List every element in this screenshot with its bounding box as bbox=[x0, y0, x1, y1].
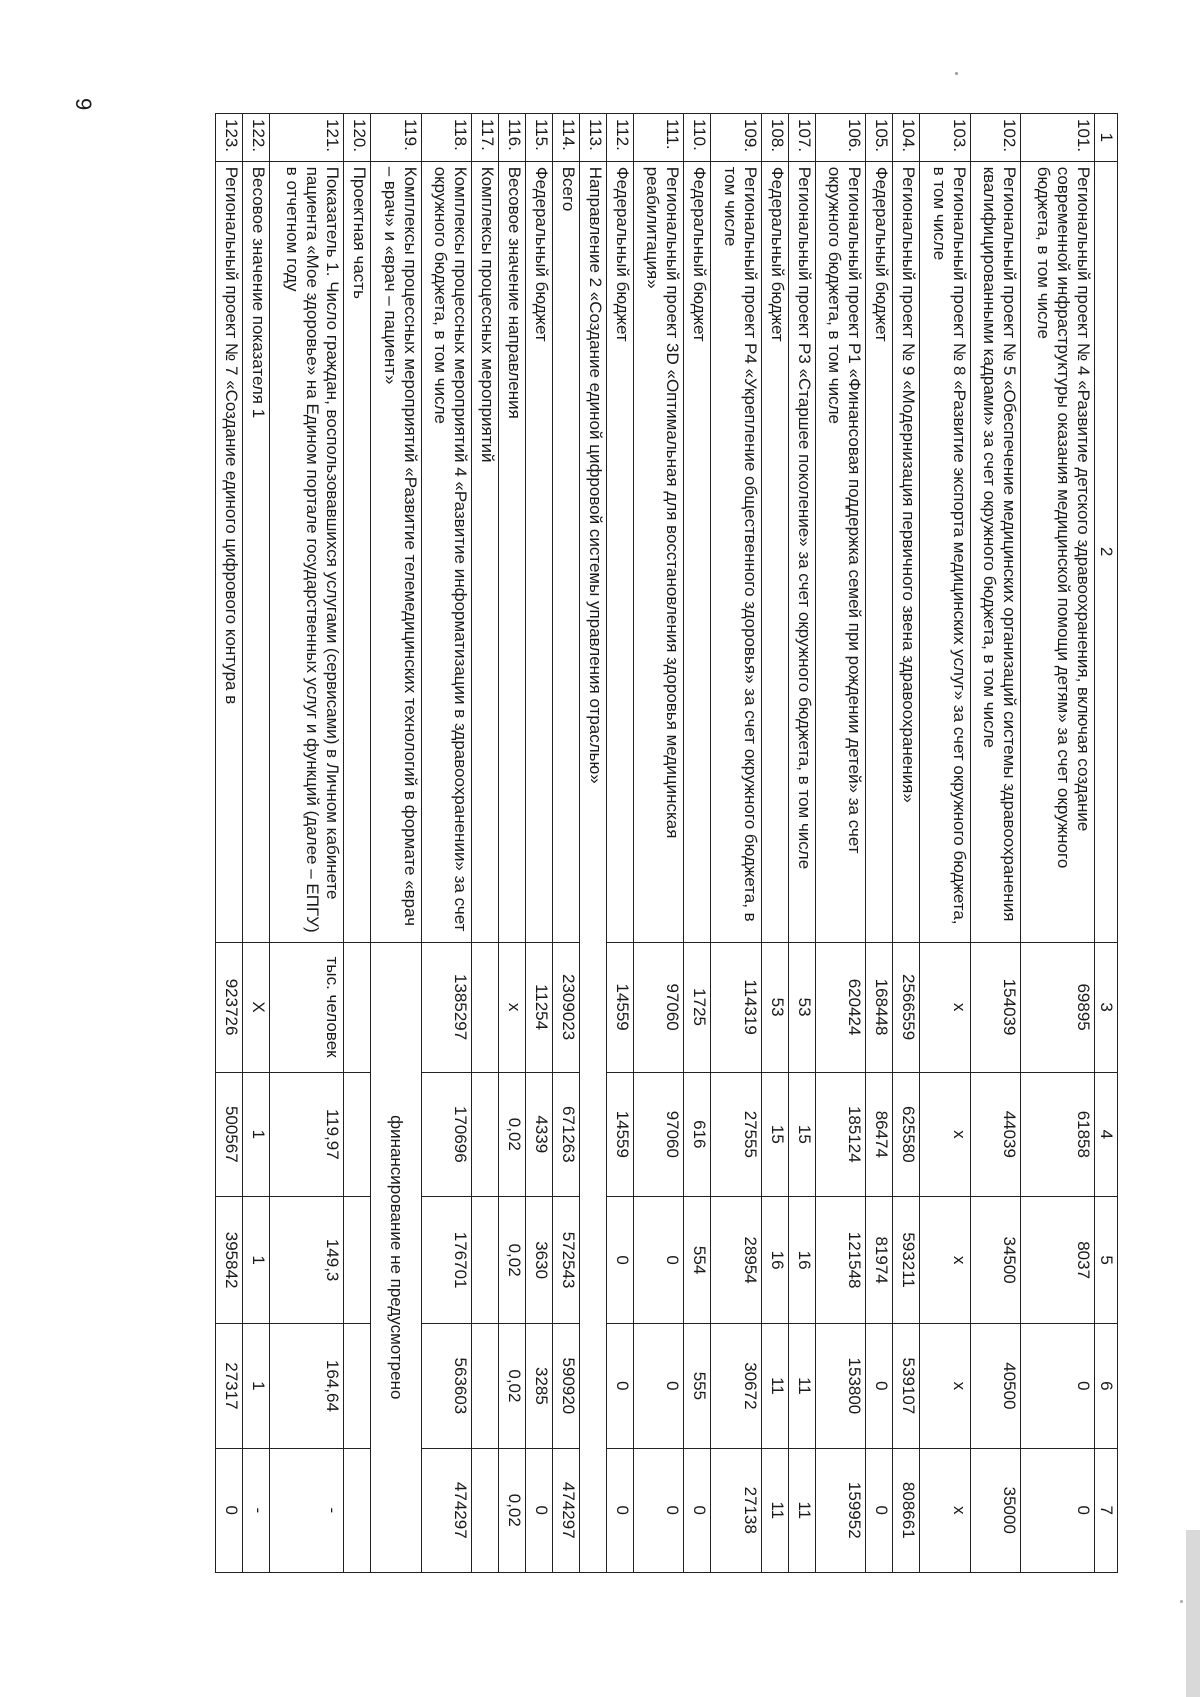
value-cell: 34500 bbox=[970, 1197, 1020, 1324]
header-cell: 7 bbox=[1095, 1448, 1118, 1572]
value-cell bbox=[344, 1072, 371, 1196]
row-name-cell: Региональный проект Р4 «Укрепление общественного здоровья» за счет окружного бюджета, в том числе bbox=[711, 161, 761, 942]
table-row bbox=[815, 114, 865, 1573]
table-row bbox=[498, 114, 525, 1573]
value-cell: 15 bbox=[761, 1072, 788, 1196]
table-row bbox=[579, 114, 606, 1573]
value-cell: 0 bbox=[866, 1324, 893, 1448]
row-number-cell: 102. bbox=[970, 114, 1020, 162]
value-cell: 153800 bbox=[815, 1324, 865, 1448]
value-cell: 474297 bbox=[421, 1448, 471, 1572]
value-cell bbox=[344, 1197, 371, 1324]
value-cell: 0,02 bbox=[498, 1324, 525, 1448]
header-cell: 3 bbox=[1095, 942, 1118, 1072]
value-cell: 11 bbox=[788, 1448, 815, 1572]
row-number-cell: 113. bbox=[579, 114, 606, 162]
value-cell: 572543 bbox=[552, 1197, 579, 1324]
value-cell: 121548 bbox=[815, 1197, 865, 1324]
value-cell: 97060 bbox=[633, 1072, 683, 1196]
row-number-cell: 122. bbox=[243, 114, 270, 162]
value-cell: 14559 bbox=[606, 942, 633, 1072]
row-name-cell: Региональный проект № 7 «Создание единого цифрового контура в bbox=[216, 161, 243, 942]
value-cell: 2309023 bbox=[552, 942, 579, 1072]
value-cell: 0 bbox=[525, 1448, 552, 1572]
value-cell: 0 bbox=[633, 1448, 683, 1572]
value-cell: 176701 bbox=[421, 1197, 471, 1324]
value-cell: 53 bbox=[761, 942, 788, 1072]
row-number-cell: 106. bbox=[815, 114, 865, 162]
merged-value-cell: финансирование не предусмотрено bbox=[371, 942, 421, 1572]
rotated-table-wrapper bbox=[215, 113, 1118, 1573]
row-name-cell: Региональный проект Р3 «Старшее поколение» за счет окружного бюджета, в том числе bbox=[788, 161, 815, 942]
value-cell: 590920 bbox=[552, 1324, 579, 1448]
value-cell: 0,02 bbox=[498, 1448, 525, 1572]
value-cell: 0,02 bbox=[498, 1197, 525, 1324]
value-cell: 154039 bbox=[970, 942, 1020, 1072]
row-number-cell: 107. bbox=[788, 114, 815, 162]
value-cell: 0 bbox=[866, 1448, 893, 1572]
value-cell: 0 bbox=[633, 1197, 683, 1324]
value-cell: - bbox=[243, 1448, 270, 1572]
table-row bbox=[243, 114, 270, 1573]
value-cell bbox=[471, 942, 498, 1072]
value-cell: 14559 bbox=[606, 1072, 633, 1196]
value-cell bbox=[344, 942, 371, 1072]
row-number-cell: 117. bbox=[471, 114, 498, 162]
header-cell: 2 bbox=[1095, 161, 1118, 942]
value-cell bbox=[471, 1072, 498, 1196]
value-cell: X bbox=[243, 942, 270, 1072]
row-name-cell: Федеральный бюджет bbox=[761, 161, 788, 942]
value-cell: 114319 bbox=[711, 942, 761, 1072]
row-name-cell: Региональный проект № 4 «Развитие детского здравоохранения, включая создание современной инфраструктуры оказания медицинской помощи детям» за счет окружного бюджета, в том числе bbox=[1021, 161, 1095, 942]
value-cell: 0 bbox=[606, 1197, 633, 1324]
row-number-cell: 112. bbox=[606, 114, 633, 162]
section-heading-cell: Направление 2 «Создание единой цифровой системы управления отраслью» bbox=[579, 161, 606, 1572]
table-row bbox=[711, 114, 761, 1573]
value-cell: 30672 bbox=[711, 1324, 761, 1448]
table-row bbox=[270, 114, 344, 1573]
value-cell: 0 bbox=[606, 1324, 633, 1448]
value-cell: 27555 bbox=[711, 1072, 761, 1196]
table-row bbox=[525, 114, 552, 1573]
row-number-cell: 120. bbox=[344, 114, 371, 162]
row-number-cell: 103. bbox=[920, 114, 970, 162]
table-row bbox=[684, 114, 711, 1573]
value-cell bbox=[471, 1324, 498, 1448]
value-cell: 671263 bbox=[552, 1072, 579, 1196]
value-cell: 923726 bbox=[216, 942, 243, 1072]
value-cell: 170696 bbox=[421, 1072, 471, 1196]
value-cell: 97060 bbox=[633, 942, 683, 1072]
value-cell: x bbox=[920, 1448, 970, 1572]
value-cell: 16 bbox=[788, 1197, 815, 1324]
row-name-cell: Весовое значение направления bbox=[498, 161, 525, 942]
value-cell: 4339 bbox=[525, 1072, 552, 1196]
value-cell: 2566559 bbox=[893, 942, 920, 1072]
value-cell: 616 bbox=[684, 1072, 711, 1196]
table-row bbox=[970, 114, 1020, 1573]
value-cell: 555 bbox=[684, 1324, 711, 1448]
value-cell: 0,02 bbox=[498, 1072, 525, 1196]
value-cell bbox=[471, 1197, 498, 1324]
value-cell: 0 bbox=[1021, 1324, 1095, 1448]
value-cell: 625580 bbox=[893, 1072, 920, 1196]
value-cell: x bbox=[920, 1197, 970, 1324]
value-cell bbox=[471, 1448, 498, 1572]
row-number-cell: 116. bbox=[498, 114, 525, 162]
table-row bbox=[371, 114, 421, 1573]
value-cell: 81974 bbox=[866, 1197, 893, 1324]
row-number-cell: 104. bbox=[893, 114, 920, 162]
value-cell: 11 bbox=[761, 1324, 788, 1448]
row-number-cell: 110. bbox=[684, 114, 711, 162]
value-cell: 61858 bbox=[1021, 1072, 1095, 1196]
row-name-cell: Региональный проект № 9 «Модернизация первичного звена здравоохранения» bbox=[893, 161, 920, 942]
value-cell: 86474 bbox=[866, 1072, 893, 1196]
row-name-cell: Весовое значение показателя 1 bbox=[243, 161, 270, 942]
value-cell: 1 bbox=[243, 1324, 270, 1448]
value-cell: 808661 bbox=[893, 1448, 920, 1572]
header-cell: 1 bbox=[1095, 114, 1118, 162]
row-name-cell: Показатель 1. Число граждан, воспользовавшихся услугами (сервисами) в Личном кабинете пациента «Мое здоровье» на Едином портале государственных услуг и функций (далее – ЕПГУ) в отчетном году bbox=[270, 161, 344, 942]
value-cell: 620424 bbox=[815, 942, 865, 1072]
value-cell: 164,64 bbox=[270, 1324, 344, 1448]
value-cell: 1385297 bbox=[421, 942, 471, 1072]
row-name-cell: Региональный проект № 5 «Обеспечение медицинских организаций системы здравоохранения квалифицированными кадрами» за счет окружного бюджета, в том числе bbox=[970, 161, 1020, 942]
value-cell: 40500 bbox=[970, 1324, 1020, 1448]
value-cell: 1 bbox=[243, 1197, 270, 1324]
value-cell: 500567 bbox=[216, 1072, 243, 1196]
row-number-cell: 118. bbox=[421, 114, 471, 162]
value-cell: 11 bbox=[761, 1448, 788, 1572]
value-cell: x bbox=[498, 942, 525, 1072]
value-cell: 168448 bbox=[866, 942, 893, 1072]
value-cell bbox=[344, 1324, 371, 1448]
value-cell: 1725 bbox=[684, 942, 711, 1072]
header-cell: 5 bbox=[1095, 1197, 1118, 1324]
value-cell: x bbox=[920, 942, 970, 1072]
row-number-cell: 121. bbox=[270, 114, 344, 162]
row-number-cell: 123. bbox=[216, 114, 243, 162]
value-cell: 0 bbox=[216, 1448, 243, 1572]
row-name-cell: Федеральный бюджет bbox=[684, 161, 711, 942]
table-row bbox=[920, 114, 970, 1573]
value-cell: 563603 bbox=[421, 1324, 471, 1448]
header-row bbox=[1095, 114, 1118, 1573]
value-cell: 554 bbox=[684, 1197, 711, 1324]
table-row bbox=[633, 114, 683, 1573]
table-row bbox=[893, 114, 920, 1573]
value-cell: 35000 bbox=[970, 1448, 1020, 1572]
row-number-cell: 108. bbox=[761, 114, 788, 162]
row-number-cell: 111. bbox=[633, 114, 683, 162]
row-name-cell: Комплексы процессных мероприятий 4 «Развитие информатизации в здравоохранении» за счет окружного бюджета, в том числе bbox=[421, 161, 471, 942]
value-cell: 474297 bbox=[552, 1448, 579, 1572]
value-cell: 1 bbox=[243, 1072, 270, 1196]
table-row bbox=[1021, 114, 1095, 1573]
value-cell: 159952 bbox=[815, 1448, 865, 1572]
value-cell: 0 bbox=[1021, 1448, 1095, 1572]
value-cell: x bbox=[920, 1072, 970, 1196]
value-cell: 593211 bbox=[893, 1197, 920, 1324]
row-name-cell: Региональный проект 3D «Оптимальная для восстановления здоровья медицинская реабилитация» bbox=[633, 161, 683, 942]
value-cell: 15 bbox=[788, 1072, 815, 1196]
header-cell: 4 bbox=[1095, 1072, 1118, 1196]
row-number-cell: 105. bbox=[866, 114, 893, 162]
value-cell: 149,3 bbox=[270, 1197, 344, 1324]
budget-table bbox=[215, 113, 1118, 1573]
scan-speck bbox=[1180, 1600, 1183, 1603]
row-name-cell: Региональный проект Р1 «Финансовая поддержка семей при рождении детей» за счет окружного бюджета, в том числе bbox=[815, 161, 865, 942]
value-cell: 27138 bbox=[711, 1448, 761, 1572]
value-cell: 0 bbox=[606, 1448, 633, 1572]
row-name-cell: Региональный проект № 8 «Развитие экспорта медицинских услуг» за счет окружного бюджета, в том числе bbox=[920, 161, 970, 942]
row-number-cell: 101. bbox=[1021, 114, 1095, 162]
row-name-cell: Федеральный бюджет bbox=[606, 161, 633, 942]
row-number-cell: 109. bbox=[711, 114, 761, 162]
value-cell: 11254 bbox=[525, 942, 552, 1072]
value-cell: 28954 bbox=[711, 1197, 761, 1324]
value-cell: x bbox=[920, 1324, 970, 1448]
value-cell: 53 bbox=[788, 942, 815, 1072]
table-row bbox=[552, 114, 579, 1573]
scan-edge-shadow bbox=[1186, 1530, 1200, 1697]
row-name-cell: Проектная часть bbox=[344, 161, 371, 942]
row-name-cell: Федеральный бюджет bbox=[866, 161, 893, 942]
table-row bbox=[788, 114, 815, 1573]
table-row bbox=[866, 114, 893, 1573]
value-cell: 0 bbox=[633, 1324, 683, 1448]
table-row bbox=[344, 114, 371, 1573]
value-cell: 0 bbox=[684, 1448, 711, 1572]
value-cell: - bbox=[270, 1448, 344, 1572]
value-cell: 8037 bbox=[1021, 1197, 1095, 1324]
value-cell: 16 bbox=[761, 1197, 788, 1324]
row-name-cell: Всего bbox=[552, 161, 579, 942]
value-cell: 3285 bbox=[525, 1324, 552, 1448]
table-row bbox=[471, 114, 498, 1573]
table-row bbox=[606, 114, 633, 1573]
value-cell: 3630 bbox=[525, 1197, 552, 1324]
value-cell: 539107 bbox=[893, 1324, 920, 1448]
value-cell bbox=[344, 1448, 371, 1572]
table-row bbox=[216, 114, 243, 1573]
value-cell: 119,97 bbox=[270, 1072, 344, 1196]
value-cell: тыс. человек bbox=[270, 942, 344, 1072]
value-cell: 11 bbox=[788, 1324, 815, 1448]
row-number-cell: 119. bbox=[371, 114, 421, 162]
value-cell: 27317 bbox=[216, 1324, 243, 1448]
value-cell: 44039 bbox=[970, 1072, 1020, 1196]
row-name-cell: Федеральный бюджет bbox=[525, 161, 552, 942]
table-row bbox=[421, 114, 471, 1573]
row-number-cell: 114. bbox=[552, 114, 579, 162]
table-row bbox=[761, 114, 788, 1573]
row-name-cell: Комплексы процессных мероприятий «Развитие телемедицинских технологий в формате «врач – врач» и «врач – пациент» bbox=[371, 161, 421, 942]
header-cell: 6 bbox=[1095, 1324, 1118, 1448]
row-name-cell: Комплексы процессных мероприятий bbox=[471, 161, 498, 942]
value-cell: 69895 bbox=[1021, 942, 1095, 1072]
scan-speck bbox=[955, 72, 958, 75]
row-number-cell: 115. bbox=[525, 114, 552, 162]
page-number: 9 bbox=[71, 98, 96, 111]
value-cell: 185124 bbox=[815, 1072, 865, 1196]
value-cell: 395842 bbox=[216, 1197, 243, 1324]
